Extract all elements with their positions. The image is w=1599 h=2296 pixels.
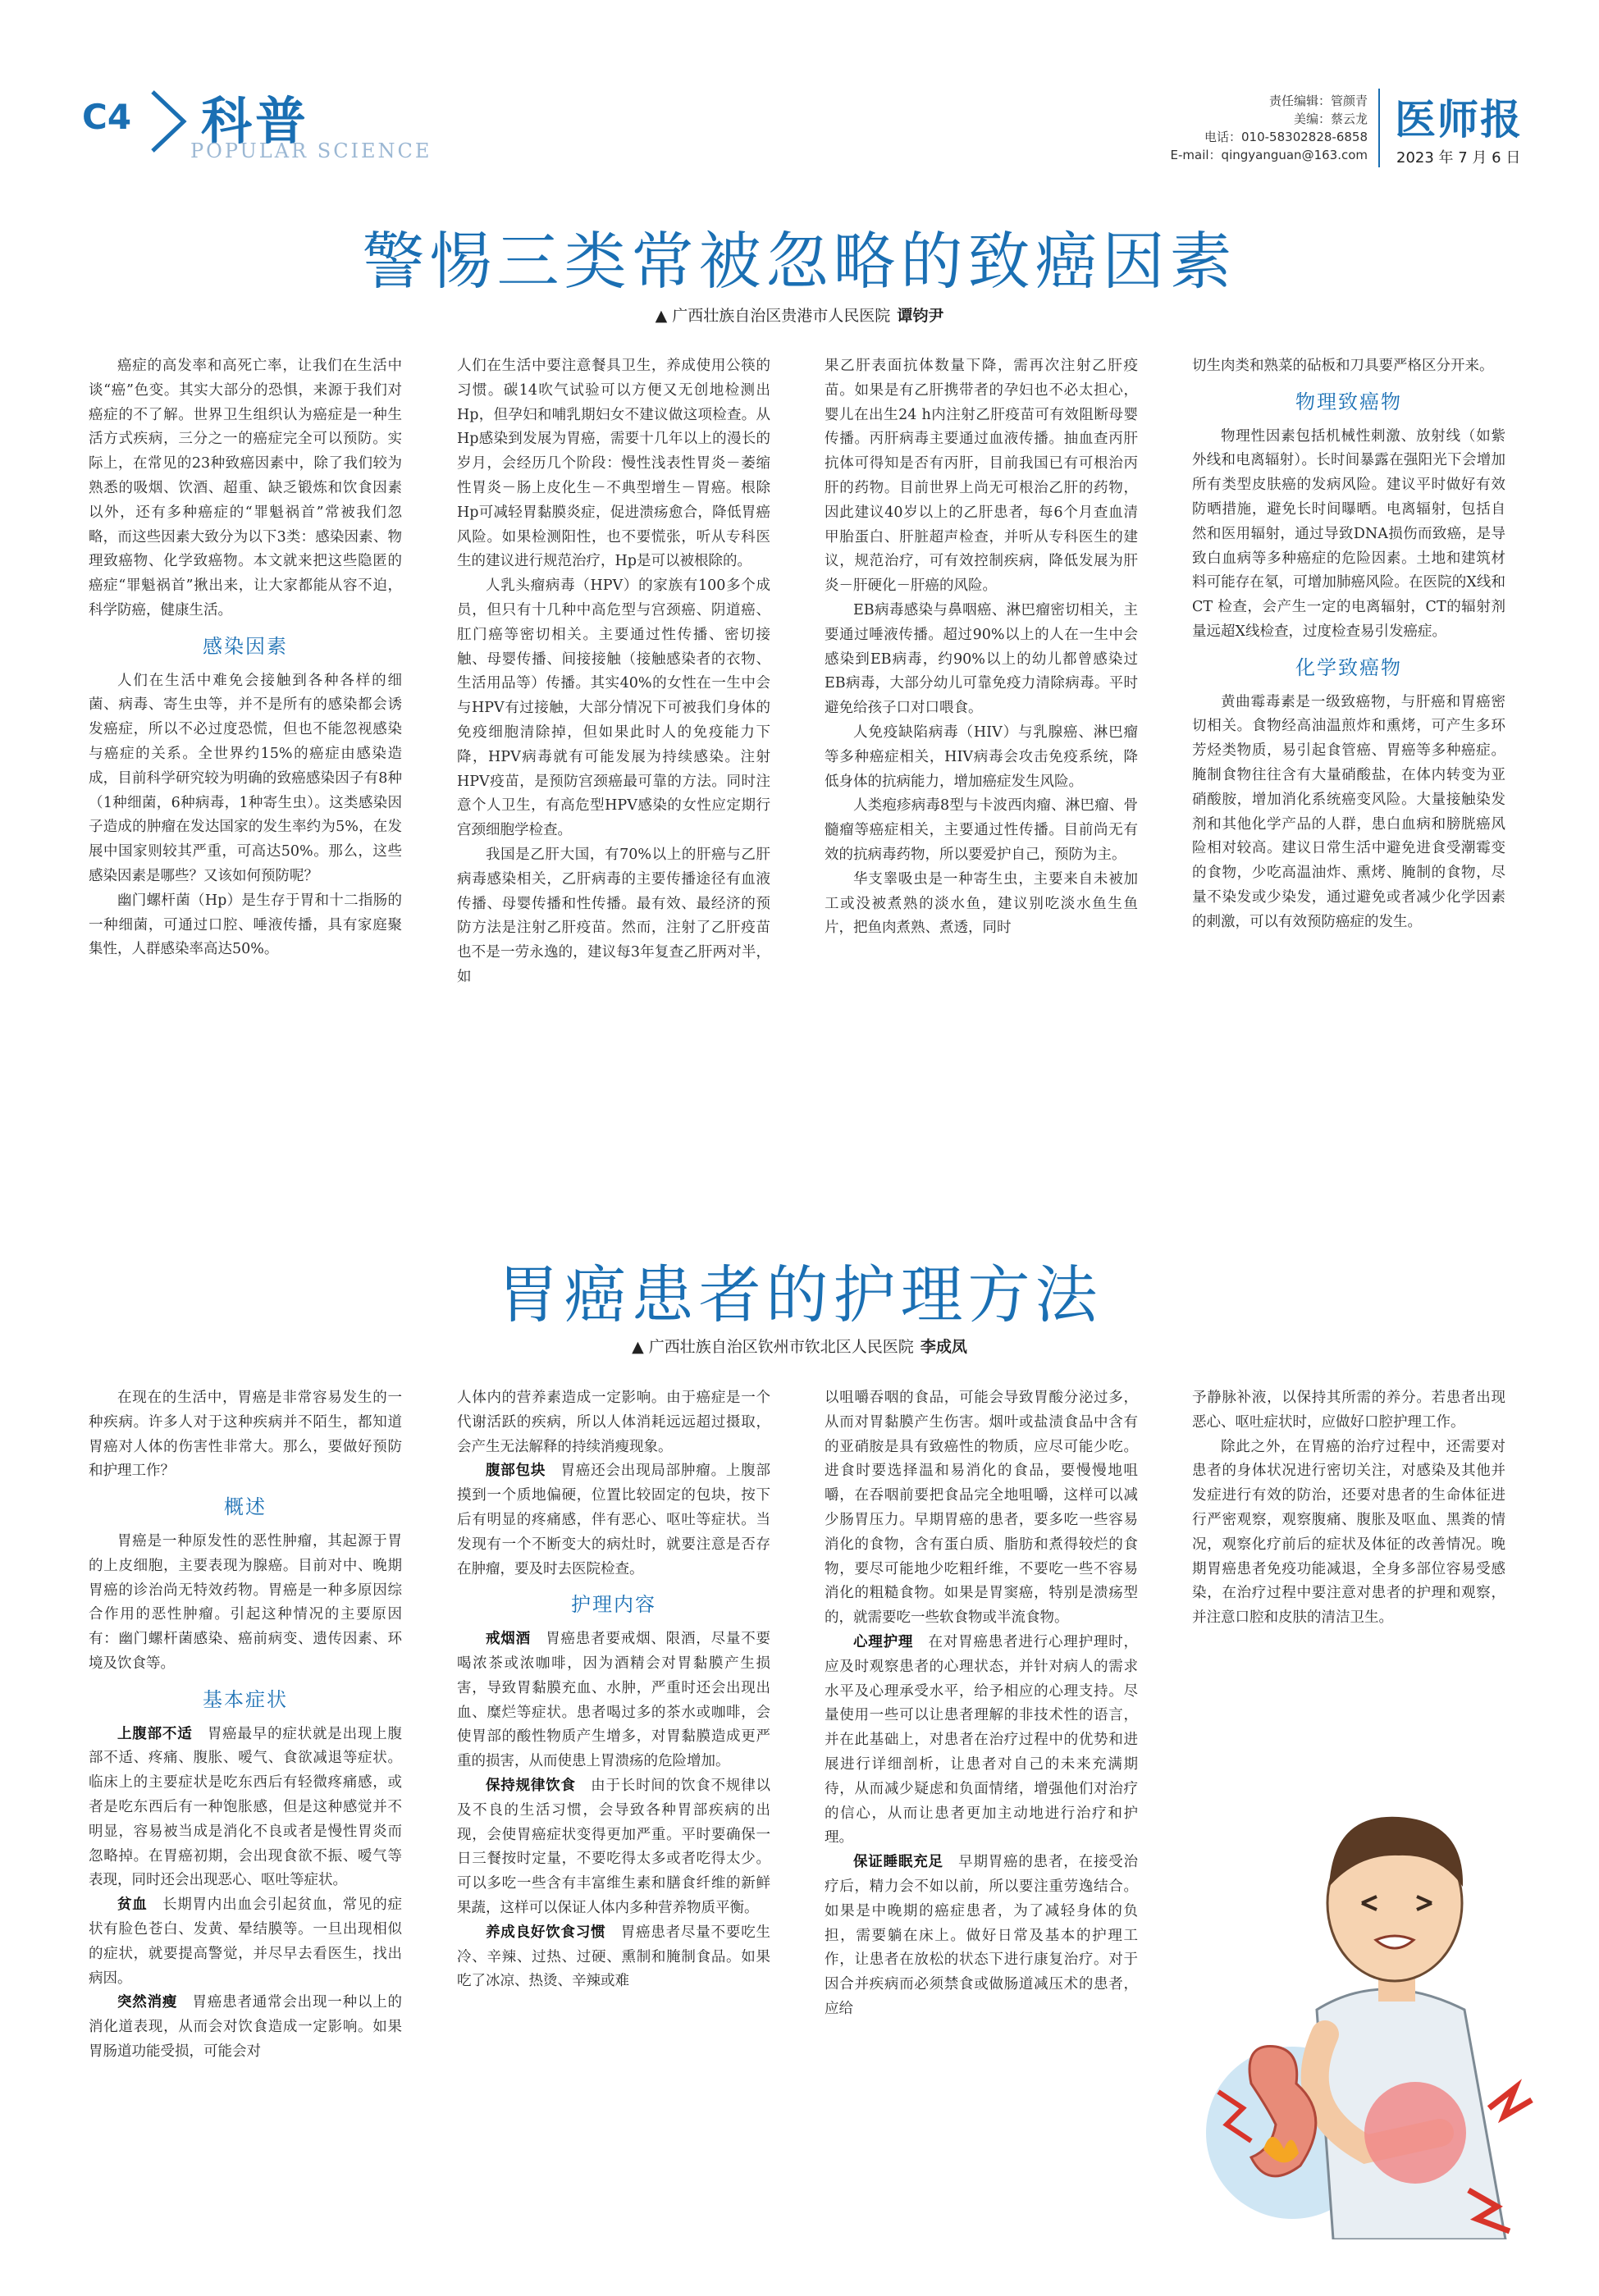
stomach-pain-illustration (1194, 1764, 1546, 2239)
paragraph (89, 1723, 402, 1894)
paragraph: 除此之外，在胃癌的治疗过程中，还需要对患者的身体状况进行密切关注，对感染及其他并发症进行有效的防治，还要对患者的生命体征进行严密观察，观察腹痛、腹胀及呕血、黑粪的情况，观察化疗前后的症状及体征的改善情况。晚期胃癌患者免疫功能减退，全身多部位容易受感染，在治疗过程中要注意对患者的护理和观察，并注意口腔和皮肤的清洁卫生。 (1192, 1438, 1505, 1627)
paragraph: 在现在的生活中，胃癌是非常容易发生的一种疾病。许多人对于这种疾病并不陌生，都知道胃癌对人体的伤害性非常大。那么，要做好预防和护理工作？ (89, 1390, 402, 1480)
article2-headline: 胃癌患者的护理方法 (496, 1258, 1103, 1331)
article1-column-3 (825, 354, 1138, 941)
article1-byline-org: ▲ 广西壮族自治区贵港市人民医院 (655, 307, 891, 325)
credit-email: E-mail：qingyanguan@163.com (1170, 148, 1368, 162)
subheading: 概述 (224, 1495, 267, 1519)
issue-date: 2023 年 7 月 6 日 (1396, 149, 1521, 167)
paragraph-lead: 心理护理 (853, 1633, 914, 1650)
section-subtitle: POPULAR SCIENCE (190, 139, 432, 162)
editor-credits (1171, 92, 1368, 164)
paragraph-lead: 腹部包块 (486, 1463, 546, 1480)
subheading: 感染因素 (203, 634, 288, 658)
paragraph: 人类疱疹病毒8型与卡波西肉瘤、淋巴瘤、骨髓瘤等癌症相关，主要通过性传播。目前尚无有效的抗病毒药物，所以要爱护自己，预防为主。 (825, 797, 1138, 863)
article1-byline (0, 304, 1599, 326)
credit-phone: 电话：010-58302828-6858 (1204, 130, 1368, 144)
paragraph (89, 1991, 402, 2064)
subheading: 基本症状 (203, 1687, 288, 1711)
credit-designer: 美编：蔡云龙 (1293, 112, 1368, 126)
article2-byline-author: 李成凤 (920, 1338, 967, 1356)
paragraph: 以咀嚼吞咽的食品，可能会导致胃酸分泌过多，从而对胃黏膜产生伤害。烟叶或盐渍食品中含有的亚硝胺是具有致癌性的物质，应尽可能少吃。进食时要选择温和易消化的食品，要慢慢地咀嚼，在吞咽前要把食品完全地咀嚼，这样可以减少肠胃压力。早期胃癌的患者，要多吃一些容易消化的食物，含有蛋白质、脂肪和煮得较烂的食物，要尽可能地少吃粗纤维，不要吃一些不容易消化的粗糙食物。如果是胃窦癌，特别是溃疡型的，就需要吃一些软食物或半流食物。 (825, 1390, 1138, 1627)
article1-column-1 (89, 354, 402, 962)
paragraph: 果乙肝表面抗体数量下降，需再次注射乙肝疫苗。如果是有乙肝携带者的孕妇也不必太担心，婴儿在出生24 h内注射乙肝疫苗可有效阻断母婴传播。丙肝病毒主要通过血液传播。抽血查丙肝抗体可得知是否有丙肝，目前我国已有可根治丙肝的药物。目前世界上尚无可根治乙肝的药物，因此建议40岁以上的乙肝患者，每6个月查血清甲胎蛋白、肝脏超声检查，并听从专科医生的建议，规范治疗，可有效控制疾病，降低发展为肝炎－肝硬化－肝癌的风险。 (825, 358, 1138, 595)
paragraph (457, 1627, 770, 1774)
subheading: 护理内容 (571, 1593, 656, 1617)
paragraph (457, 1459, 770, 1582)
paragraph (457, 1774, 770, 1921)
paragraph-body: 胃癌患者通常会出现一种以上的消化道表现，从而会对饮食造成一定影响。如果胃肠道功能受损，可能会对 (89, 1994, 403, 2060)
chevron-right-icon (146, 89, 195, 157)
paragraph-body: 在对胃癌患者进行心理护理时，应及时观察患者的心理状态，并针对病人的需求水平及心理承受水平，给予相应的心理支持。尽量使用一些可以让患者理解的非技术性的语言，并在此基础上，对患者在治疗过程中的优势和进展进行详细剖析，让患者对自己的未来充满期待，从而减少疑虑和负面情绪，增强他们对治疗的信心，从而让患者更加主动地进行治疗和护理。 (825, 1633, 1139, 1846)
subheading: 物理致癌物 (1295, 390, 1402, 413)
paragraph-lead: 上腹部不适 (117, 1725, 193, 1742)
article1-byline-author: 谭钧尹 (897, 307, 944, 325)
paragraph: 我国是乙肝大国，有70%以上的肝癌与乙肝病毒感染相关，乙肝病毒的主要传播途径有血液传播、母婴传播和性传播。最有效、最经济的预防方法是注射乙肝疫苗。然而，注射了乙肝疫苗也不是一劳永逸的，建议每3年复查乙肝两对半，如 (457, 846, 770, 985)
paragraph (89, 1893, 402, 1991)
page-number: C4 (82, 97, 132, 137)
paragraph-lead: 突然消瘦 (117, 1994, 178, 2011)
section-title: 科普 (201, 91, 310, 151)
paragraph: 癌症的高发率和高死亡率，让我们在生活中谈“癌”色变。其实大部分的恐惧，来源于我们对癌症的不了解。世界卫生组织认为癌症是一种生活方式疾病，三分之一的癌症完全可以预防。实际上，在常见的23种致癌因素中，除了我们较为熟悉的吸烟、饮酒、超重、缺乏锻炼和饮食因素以外，还有多种癌症的“罪魁祸首”常被我们忽略，而这些因素大致分为以下3类：感染因素、物理致癌物、化学致癌物。本文就来把这些隐匿的癌症“罪魁祸首”揪出来，让大家都能从容不迫，科学防癌，健康生活。 (89, 358, 402, 619)
article1-column-2 (457, 354, 770, 990)
paragraph-body: 长期胃内出血会引起贫血，常见的症状有脸色苍白、发黄、晕结膜等。一旦出现相似的症状，就要提高警觉，并尽早去看医生，找出病因。 (89, 1897, 403, 1987)
paragraph-body: 早期胃癌的患者，在接受治疗后，精力会不如以前，所以要注重劳逸结合。如果是中晚期的癌症患者，为了减轻身体的负担，需要躺在床上。做好日常及基本的护理工作，让患者在放松的状态下进行康复治疗。对于因合并疾病而必须禁食或做肠道减压术的患者，应给 (825, 1854, 1139, 2017)
paragraph-body: 胃癌还会出现局部肿瘤。上腹部摸到一个质地偏硬，位置比较固定的包块，按下后有明显的疼痛感，伴有恶心、呕吐等症状。当发现有一个不断变大的病灶时，就要注意是否存在肿瘤，要及时去医院检查。 (457, 1463, 771, 1577)
masthead-logo: 医师报 (1395, 96, 1523, 144)
paragraph-lead: 戒烟酒 (486, 1631, 531, 1648)
article2-column-3 (825, 1386, 1138, 2022)
paragraph: 物理性因素包括机械性刺激、放射线（如紫外线和电离辐射）。长时间暴露在强阳光下会增加所有类型皮肤癌的发病风险。建议平时做好有效防晒措施，避免长时间曝晒。电离辐射，包括自然和医用辐射，通过导致DNA损伤而致癌，是导致白血病等多种癌症的危险因素。土地和建筑材料可能存在氡，可增加肺癌风险。在医院的X线和 CT 检查，会产生一定的电离辐射，CT的辐射剂量远超X线检查，过度检查易引发癌症。 (1192, 427, 1505, 640)
paragraph: 幽门螺杆菌（Hp）是生存于胃和十二指肠的一种细菌，可通过口腔、唾液传播，具有家庭聚集性，人群感染率高达50%。 (89, 892, 402, 958)
header-divider (1378, 89, 1380, 167)
paragraph-lead: 养成良好饮食习惯 (486, 1924, 606, 1941)
paragraph-lead: 保证睡眠充足 (853, 1854, 943, 1871)
article2-byline-org: ▲ 广西壮族自治区钦州市钦北区人民医院 (632, 1338, 914, 1356)
paragraph (825, 1851, 1138, 2022)
paragraph: 人们在生活中难免会接触到各种各样的细菌、病毒、寄生虫等，并不是所有的感染都会诱发癌症，所以不必过度恐慌，但也不能忽视感染与癌症的关系。全世界约15%的癌症由感染造成，目前科学研究较为明确的致癌感染因子有8种（1种细菌，6种病毒，1种寄生虫）。这类感染因子造成的肿瘤在发达国家的发生率约为5%，在发展中国家则较其严重，可高达50%。那么，这些感染因素是哪些？又该如何预防呢？ (89, 672, 402, 884)
paragraph: EB病毒感染与鼻咽癌、淋巴瘤密切相关，主要通过唾液传播。超过90%以上的人在一生中会感染到EB病毒，约90%以上的幼儿都曾感染过EB病毒，大部分幼儿可靠免疫力清除病毒。平时避免给孩子口对口喂食。 (825, 601, 1138, 717)
paragraph: 人乳头瘤病毒（HPV）的家族有100多个成员，但只有十几种中高危型与宫颈癌、阴道癌、肛门癌等密切相关。主要通过性传播、密切接触、母婴传播、间接接触（接触感染者的衣物、生活用品等）传播。其实40%的女性在一生中会与HPV有过接触，大部分情况下可被我们身体的免疫细胞清除掉，但如果此时人的免疫能力下降，HPV病毒就有可能发展为持续感染。注射HPV疫苗，是预防宫颈癌最可靠的方法。同时注意个人卫生，有高危型HPV感染的女性应定期行宫颈细胞学检查。 (457, 577, 770, 839)
article2-column-2 (457, 1386, 770, 1994)
paragraph-body: 胃癌患者要戒烟、限酒，尽量不要喝浓茶或浓咖啡，因为酒精会对胃黏膜产生损害，导致胃黏膜充血、水肿，严重时还会出现出血、糜烂等症状。患者喝过多的茶水或咖啡，会使胃部的酸性物质产生增多，对胃黏膜造成更严重的损害，从而使患上胃溃疡的危险增加。 (457, 1631, 771, 1770)
paragraph: 黄曲霉毒素是一级致癌物，与肝癌和胃癌密切相关。食物经高油温煎炸和熏烤，可产生多环芳烃类物质，易引起食管癌、胃癌等多种癌症。腌制食物往往含有大量硝酸盐，在体内转变为亚硝酸胺，增加消化系统癌变风险。大量接触染发剂和其他化学产品的人群，患白血病和膀胱癌风险相对较高。建议日常生活中避免进食受潮霉变的食物，少吃高温油炸、熏烤、腌制的食物，尽量不染发或少染发，通过避免或者减少化学因素的刺激，可以有效预防癌症的发生。 (1192, 693, 1505, 930)
paragraph: 人体内的营养素造成一定影响。由于癌症是一个代谢活跃的疾病，所以人体消耗远远超过摄取，会产生无法解释的持续消瘦现象。 (457, 1390, 770, 1455)
paragraph (457, 1921, 770, 1994)
article2-byline (0, 1335, 1599, 1357)
paragraph-body: 由于长时间的饮食不规律以及不良的生活习惯，会导致各种胃部疾病的出现，会使胃癌症状变得更加严重。平时要确保一日三餐按时定量，不要吃得太多或者吃得太少。可以多吃一些含有丰富维生素和膳食纤维的新鲜果蔬，这样可以保证人体内多种营养物质平衡。 (457, 1777, 771, 1916)
paragraph-body: 胃癌患者尽量不要吃生冷、辛辣、过热、过硬、熏制和腌制食品。如果吃了冰凉、热烫、辛辣或难 (457, 1924, 771, 1990)
paragraph: 人们在生活中要注意餐具卫生，养成使用公筷的习惯。碳14吹气试验可以方便又无创地检测出Hp，但孕妇和哺乳期妇女不建议做这项检查。从Hp感染到发展为胃癌，需要十几年以上的漫长的岁月，会经历几个阶段：慢性浅表性胃炎－萎缩性胃炎－肠上皮化生－不典型增生－胃癌。根除Hp可减轻胃黏膜炎症，促进溃疡愈合，降低胃癌风险。如果检测阳性，也不要慌张，听从专科医生的建议进行规范治疗，Hp是可以被根除的。 (457, 358, 770, 570)
credit-editor: 责任编辑：管颜青 (1268, 94, 1368, 108)
paragraph (825, 1631, 1138, 1851)
paragraph: 人免疫缺陷病毒（HIV）与乳腺癌、淋巴瘤等多种癌症相关，HIV病毒会攻击免疫系统，降低身体的抗病能力，增加癌症发生风险。 (825, 723, 1138, 790)
article2-column-1 (89, 1386, 402, 2065)
paragraph: 胃癌是一种原发性的恶性肿瘤，其起源于胃的上皮细胞，主要表现为腺癌。目前对中、晚期胃癌的诊治尚无特效药物。胃癌是一种多原因综合作用的恶性肿瘤。引起这种情况的主要原因有：幽门螺杆菌感染、癌前病变、遗传因素、环境及饮食等。 (89, 1532, 402, 1672)
subheading: 化学致癌物 (1295, 655, 1402, 679)
paragraph: 华支睾吸虫是一种寄生虫，主要来自未被加工或没被煮熟的淡水鱼，建议别吃淡水鱼生鱼片，把鱼肉煮熟、煮透，同时 (825, 870, 1138, 937)
article1-headline: 警惕三类常被忽略的致癌因素 (362, 225, 1237, 298)
paragraph-body: 胃癌最早的症状就是出现上腹部不适、疼痛、腹胀、嗳气、食欲减退等症状。临床上的主要症状是吃东西后有轻微疼痛感，或者是吃东西后有一种饱胀感，但是这种感觉并不明显，容易被当成是消化不良或者是慢性胃炎而忽略掉。在胃癌初期，会出现食欲不振、嗳气等表现，同时还会出现恶心、呕吐等症状。 (89, 1725, 403, 1889)
paragraph: 切生肉类和熟菜的砧板和刀具要严格区分开来。 (1192, 358, 1494, 374)
paragraph: 予静脉补液，以保持其所需的养分。若患者出现恶心、呕吐症状时，应做好口腔护理工作。 (1192, 1390, 1505, 1431)
article1-column-4 (1192, 354, 1505, 935)
article2-column-4 (1192, 1386, 1505, 1631)
paragraph-lead: 贫血 (117, 1897, 148, 1914)
paragraph-lead: 保持规律饮食 (486, 1777, 576, 1794)
